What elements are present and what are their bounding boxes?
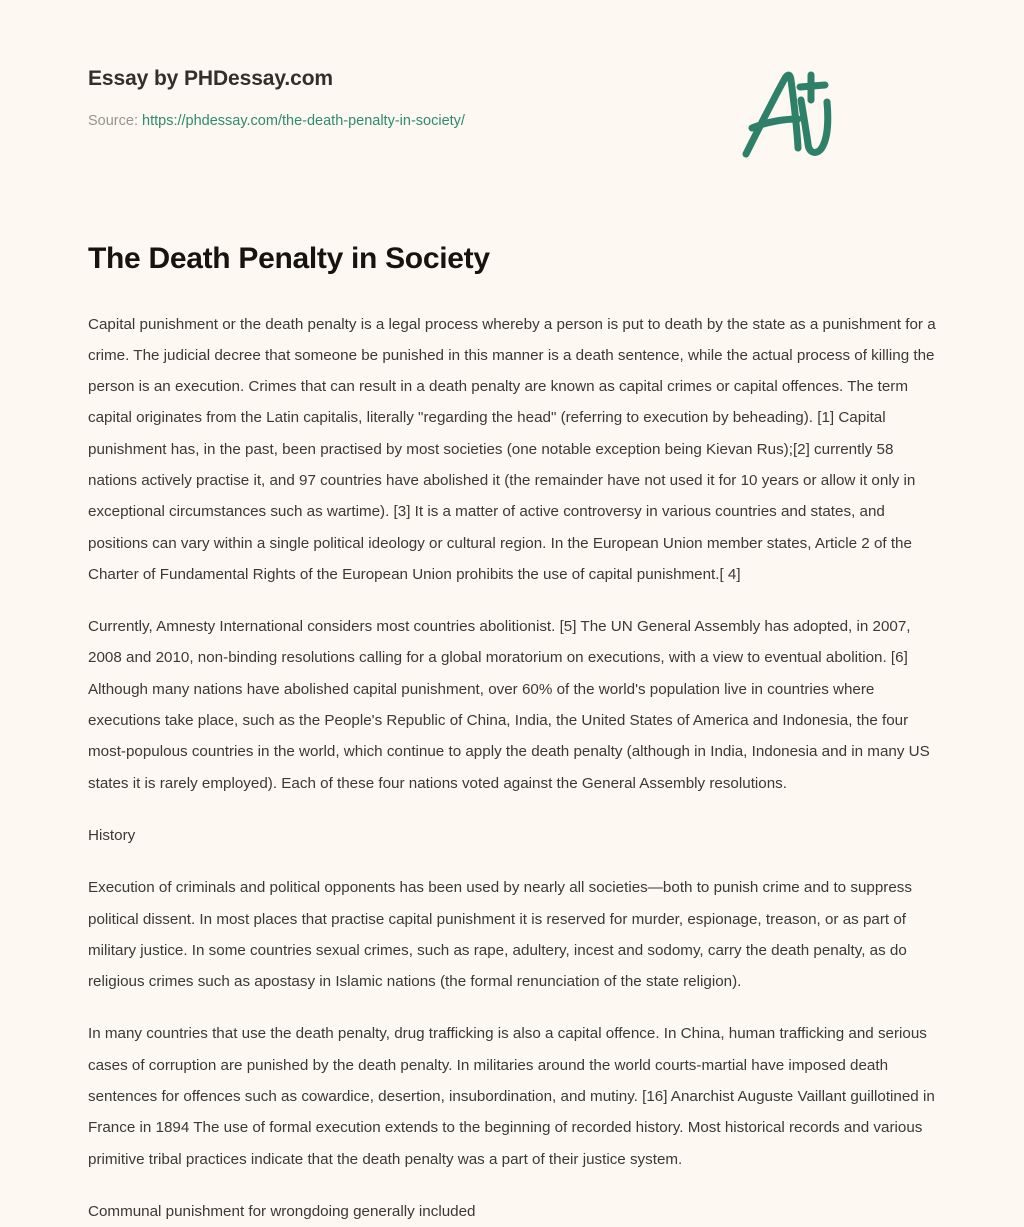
page-title: The Death Penalty in Society: [88, 240, 936, 278]
paragraph-2: Currently, Amnesty International considers most countries abolitionist. [5] The UN General Assembly has adopted, in 2007, 2008 and 2010, non-binding resolutions calling for a global moratorium on executions, with a view to eventual abolition. [6] Although many nations have abolished capital punishment, over 60% of the world's population live in countries where executions take place, such as the People's Republic of China, India, the United States of America and Indonesia, the four most-populous countries in the world, which continue to apply the death penalty (although in India, Indonesia and in many US states it is rarely employed). Each of these four nations voted against the General Assembly resolutions.: [88, 611, 936, 799]
article-body: [88, 309, 936, 1227]
section-heading-history: History: [88, 820, 936, 851]
paragraph-1: Capital punishment or the death penalty is a legal process whereby a person is put to death by the state as a punishment for a crime. The judicial decree that someone be punished in this manner is a death sentence, while the actual process of killing the person is an execution. Crimes that can result in a death penalty are known as capital crimes or capital offences. The term capital originates from the Latin capitalis, literally "regarding the head" (referring to execution by beheading). [1] Capital punishment has, in the past, been practised by most societies (one notable exception being Kievan Rus);[2] currently 58 nations actively practise it, and 97 countries have abolished it (the remainder have not used it for 10 years or allow it only in exceptional circumstances such as wartime). [3] It is a matter of active controversy in various countries and states, and positions can vary within a single political ideology or cultural region. In the European Union member states, Article 2 of the Charter of Fundamental Rights of the European Union prohibits the use of capital punishment.[ 4]: [88, 309, 936, 591]
source-url-link[interactable]: https://phdessay.com/the-death-penalty-in-society/: [142, 113, 465, 129]
a-plus-logo-icon: [732, 56, 842, 166]
paragraph-5: Communal punishment for wrongdoing generally included: [88, 1196, 936, 1227]
paragraph-3: Execution of criminals and political opponents has been used by nearly all societies—both to punish crime and to suppress political dissent. In most places that practise capital punishment it is reserved for murder, espionage, treason, or as part of military justice. In some countries sexual crimes, such as rape, adultery, incest and sodomy, carry the death penalty, as do religious crimes such as apostasy in Islamic nations (the formal renunciation of the state religion).: [88, 872, 936, 997]
source-line: [88, 112, 465, 131]
document-header: [88, 0, 936, 166]
paragraph-4: In many countries that use the death penalty, drug trafficking is also a capital offence. In China, human trafficking and serious cases of corruption are punished by the death penalty. In militaries around the world courts-martial have imposed death sentences for offences such as cowardice, desertion, insubordination, and mutiny. [16] Anarchist Auguste Vaillant guillotined in France in 1894 The use of formal execution extends to the beginning of recorded history. Most historical records and various primitive tribal practices indicate that the death penalty was a part of their justice system.: [88, 1018, 936, 1174]
brand-title: Essay by PHDessay.com: [88, 66, 465, 91]
header-left-group: [88, 66, 465, 131]
source-label: Source:: [88, 113, 138, 129]
